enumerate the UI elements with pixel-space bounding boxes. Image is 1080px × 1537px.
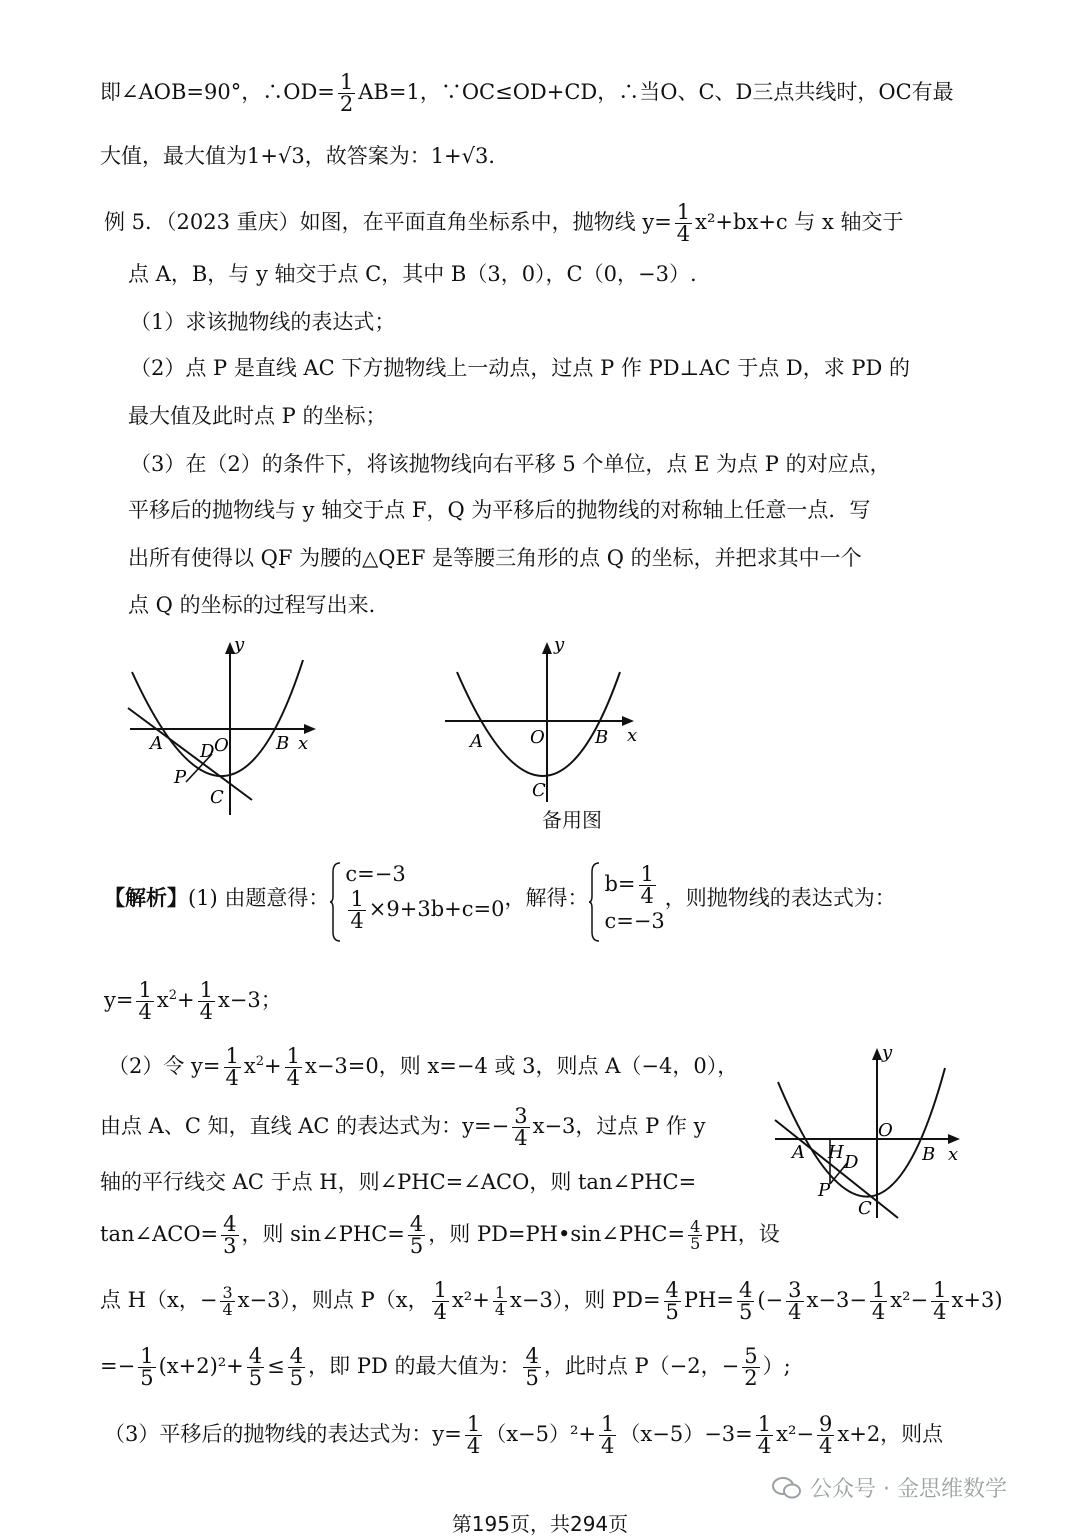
fig1-x-label: x <box>298 733 309 754</box>
fig2-B-label: B <box>595 727 609 748</box>
fraction: $\frac{4}{5}$ <box>690 1217 701 1253</box>
fraction: $\frac{1}{4}$ <box>676 200 691 246</box>
fraction: $\frac{4}{5}$ <box>248 1344 263 1390</box>
figure-1 <box>120 630 330 820</box>
fraction: $\frac{1}{4}$ <box>286 1044 300 1090</box>
question-3a: （3）在（2）的条件下，将该抛物线向右平移 5 个单位，点 E 为点 P 的对应点， <box>130 452 891 476</box>
fraction: $\frac{4}{5}$ <box>738 1278 753 1324</box>
solution-text: ，解得： <box>504 885 589 910</box>
fig3-O-label: O <box>878 1120 893 1141</box>
fraction: $\frac{1}{2}$ <box>339 70 354 116</box>
question-1: （1）求该抛物线的表达式； <box>130 310 396 334</box>
figure-2-caption: 备用图 <box>542 808 602 832</box>
solution-line-1 <box>104 862 896 934</box>
solution-text: ，则抛物线的表达式为： <box>664 885 896 910</box>
fraction: $\frac{1}{4}$ <box>350 887 364 933</box>
fraction: $\frac{4}{5}$ <box>665 1278 679 1324</box>
question-2b: 最大值及此时点 P 的坐标； <box>128 404 387 428</box>
fraction: $\frac{4}{5}$ <box>409 1212 424 1258</box>
fraction: $\frac{9}{4}$ <box>819 1412 833 1458</box>
fig3-y-label: y <box>882 1042 893 1063</box>
brace-icon <box>329 862 341 942</box>
fig1-O-label: O <box>214 735 229 756</box>
fraction: $\frac{4}{5}$ <box>289 1344 304 1390</box>
fraction: $\frac{1}{4}$ <box>640 862 654 908</box>
fig1-C-label: C <box>210 787 224 808</box>
question-2a: （2）点 P 是直线 AC 下方抛物线上一动点，过点 P 作 PD⊥AC 于点 D，求 PD 的 <box>130 356 911 380</box>
solution-line-2: （2）令 y= $\frac{1}{4}$ $x^2+$ $\frac{1}{4}$ x−3=0，则 x=−4 或 3，则点 A（−4，0）， <box>108 1044 739 1090</box>
fraction: $\frac{1}{4}$ <box>871 1278 886 1324</box>
fraction: $\frac{1}{4}$ <box>433 1278 447 1324</box>
fig1-P-label: P <box>174 767 187 788</box>
example-line-1 <box>104 202 904 245</box>
equation-system-2 <box>588 862 664 934</box>
fraction: $\frac{1}{5}$ <box>140 1344 154 1390</box>
solution-line-8: （3）平移后的抛物线的表达式为：y= $\frac{1}{4}$ （x−5）²+ $\frac{1}{4}$ （x−5）−3= $\frac{1}{4}$ x²− $\frac{9}{4}$ x+2，则点 <box>104 1412 944 1458</box>
fig3-H-label: H <box>828 1142 844 1163</box>
fraction: $\frac{3}{4}$ <box>222 1283 233 1319</box>
fig3-B-label: B <box>922 1144 936 1165</box>
fraction: $\frac{1}{4}$ <box>225 1044 239 1090</box>
question-3c: 出所有使得以 QF 为腰的△QEF 是等腰三角形的点 Q 的坐标，并把求其中一个 <box>128 546 862 570</box>
solution-line-6: 点 H（x，− $\frac{3}{4}$ x−3），则点 P（x， $\frac{1}{4}$ x²+ $\frac{1}{4}$ x−3），则 PD= $\frac{4}{5}$ PH= $\frac{4}{5}$ (− $\frac{3}{4}$ x−3− $\frac{1}{4}$ x²− $\frac{1}{4}$ x+3) <box>100 1278 1003 1324</box>
fraction: $\frac{1}{4}$ <box>466 1412 481 1458</box>
fig2-y-label: y <box>554 634 565 655</box>
fig1-B-label: B <box>276 733 290 754</box>
fig2-C-label: C <box>532 780 546 801</box>
solution-line-7: =− $\frac{1}{5}$ (x+2)²+ $\frac{4}{5}$ ≤ $\frac{4}{5}$ ，即 PD 的最大值为： $\frac{4}{5}$ ，此时点 P（−2，− $\frac{5}{2}$ ）; <box>100 1344 791 1390</box>
watermark-text: 公众号 · 金思维数学 <box>810 1477 1007 1502</box>
question-3d: 点 Q 的坐标的过程写出来． <box>128 593 390 617</box>
intro-text: 即∠AOB=90°，∴OD= <box>100 80 335 104</box>
sys2-row-1: b= $\frac{1}{4}$ <box>604 862 654 908</box>
example-text: x²+bx+c 与 x 轴交于 <box>695 210 904 234</box>
fraction: $\frac{3}{4}$ <box>788 1278 802 1324</box>
example-text: 例 5．（2023 重庆）如图，在平面直角坐标系中，抛物线 y= <box>104 210 672 234</box>
fraction: $\frac{1}{4}$ <box>494 1283 505 1319</box>
fraction: $\frac{3}{4}$ <box>514 1104 528 1150</box>
fig2-O-label: O <box>530 727 545 748</box>
sys1-row-2: $\frac{1}{4}$ ×9+3b+c=0 <box>350 887 505 933</box>
question-3b: 平移后的抛物线与 y 轴交于点 F，Q 为平移后的抛物线的对称轴上任意一点．写 <box>128 498 871 522</box>
fig3-C-label: C <box>858 1198 872 1219</box>
solution-line-3: 由点 A、C 知，直线 AC 的表达式为：y=− $\frac{3}{4}$ x−3，过点 P 作 y <box>100 1104 706 1150</box>
fraction: $\frac{4}{3}$ <box>223 1212 237 1258</box>
fraction: $\frac{5}{2}$ <box>744 1344 758 1390</box>
solution-line-5: tan∠ACO= $\frac{4}{3}$ ，则 sin∠PHC= $\frac{4}{5}$ ，则 PD=PH•sin∠PHC= $\frac{4}{5}$ PH，设 <box>100 1212 780 1258</box>
solution-heading: 【解析】 <box>104 885 188 910</box>
solution-line-4: 轴的平行线交 AC 于点 H，则∠PHC=∠ACO，则 tan∠PHC= <box>100 1170 697 1194</box>
fig3-x-label: x <box>948 1144 959 1165</box>
fig1-y-label: y <box>234 634 245 655</box>
fig2-x-label: x <box>627 725 638 746</box>
intro-text: AB=1，∵OC≤OD+CD，∴当O、C、D三点共线时，OC有最 <box>358 80 954 104</box>
solution-text: (1) 由题意得： <box>188 885 330 910</box>
fig3-D-label: D <box>844 1152 859 1173</box>
fraction: $\frac{1}{4}$ <box>138 978 152 1024</box>
watermark <box>772 1472 1007 1503</box>
sys2-row-2: c=−3 <box>604 909 665 933</box>
brace-icon <box>588 862 600 942</box>
example-line-2: 点 A，B，与 y 轴交于点 C，其中 B（3，0），C（0，−3）. <box>128 262 697 286</box>
fraction: $\frac{1}{4}$ <box>199 978 213 1024</box>
fraction: $\frac{1}{4}$ <box>933 1278 947 1324</box>
fig1-A-label: A <box>150 733 163 754</box>
fraction: $\frac{1}{4}$ <box>757 1412 772 1458</box>
fig1-D-label: D <box>200 741 215 762</box>
figure-2 <box>430 630 650 805</box>
fraction: $\frac{4}{5}$ <box>525 1344 539 1390</box>
fig2-A-label: A <box>470 731 483 752</box>
equation-system-1 <box>329 862 504 934</box>
intro-line-1 <box>100 72 954 115</box>
fig3-A-label: A <box>792 1142 805 1163</box>
sys1-row-1: c=−3 <box>345 862 406 886</box>
fig3-P-label: P <box>818 1180 831 1201</box>
figure-3 <box>770 1038 970 1228</box>
intro-line-2: 大值，最大值为1+√3，故答案为：1+√3． <box>100 144 510 168</box>
solution-expression-1: y= $\frac{1}{4}$ $x^2+$ $\frac{1}{4}$ x−3； <box>104 978 282 1024</box>
fraction: $\frac{1}{4}$ <box>601 1412 615 1458</box>
page-footer: 第195页，共294页 <box>451 1512 629 1536</box>
wechat-icon <box>772 1476 802 1500</box>
